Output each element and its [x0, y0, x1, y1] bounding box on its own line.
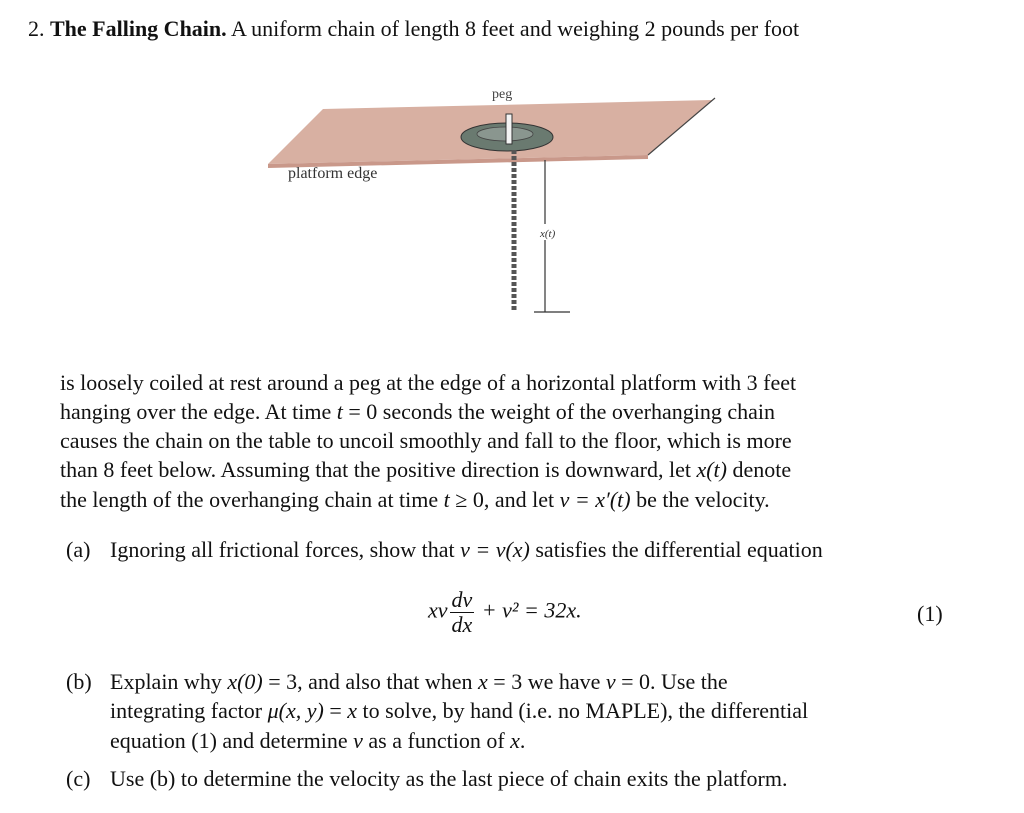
- peg: [506, 114, 512, 144]
- problem-number: 2.: [28, 16, 45, 41]
- part-b-label: (b): [66, 669, 92, 694]
- equation-number: (1): [917, 601, 943, 626]
- part-b-line-2: integrating factor μ(x, y) = x to solve, by hand (i.e. no MAPLE), the differential: [110, 698, 809, 723]
- body-line-2: hanging over the edge. At time t = 0 seconds the weight of the overhanging chain: [60, 399, 776, 424]
- platform-edge-label: platform edge: [288, 165, 378, 182]
- differential-equation: xv $\frac{dv}{dx}$ + v² = 32x.: [428, 587, 582, 637]
- problem-title: The Falling Chain.: [50, 16, 227, 41]
- part-a-text: Ignoring all frictional forces, show that v = v(x) satisfies the differential equation: [110, 537, 823, 562]
- body-line-1: is loosely coiled at rest around a peg at the edge of a horizontal platform with 3 feet: [60, 370, 797, 395]
- problem-intro: A uniform chain of length 8 feet and weighing 2 pounds per foot: [230, 16, 800, 41]
- dv-dx-fraction: $\frac{dv}{dx}$: [451, 587, 473, 637]
- part-b-line-3: equation (1) and determine v as a function of x.: [110, 728, 526, 753]
- body-line-3: causes the chain on the table to uncoil smoothly and fall to the floor, which is more: [60, 428, 792, 453]
- part-b-line-1: Explain why x(0) = 3, and also that when x = 3 we have v = 0. Use the: [110, 669, 728, 694]
- part-c-text: Use (b) to determine the velocity as the last piece of chain exits the platform.: [110, 766, 788, 791]
- body-line-4: than 8 feet below. Assuming that the positive direction is downward, let x(t) denote: [60, 457, 792, 482]
- part-a-label: (a): [66, 537, 91, 562]
- falling-chain-figure: [0, 0, 1024, 360]
- part-c-label: (c): [66, 766, 91, 791]
- body-line-5: the length of the overhanging chain at time t ≥ 0, and let v = x′(t) be the velocity.: [60, 487, 770, 512]
- peg-label: peg: [492, 87, 513, 102]
- x-t-label: x(t): [540, 228, 556, 240]
